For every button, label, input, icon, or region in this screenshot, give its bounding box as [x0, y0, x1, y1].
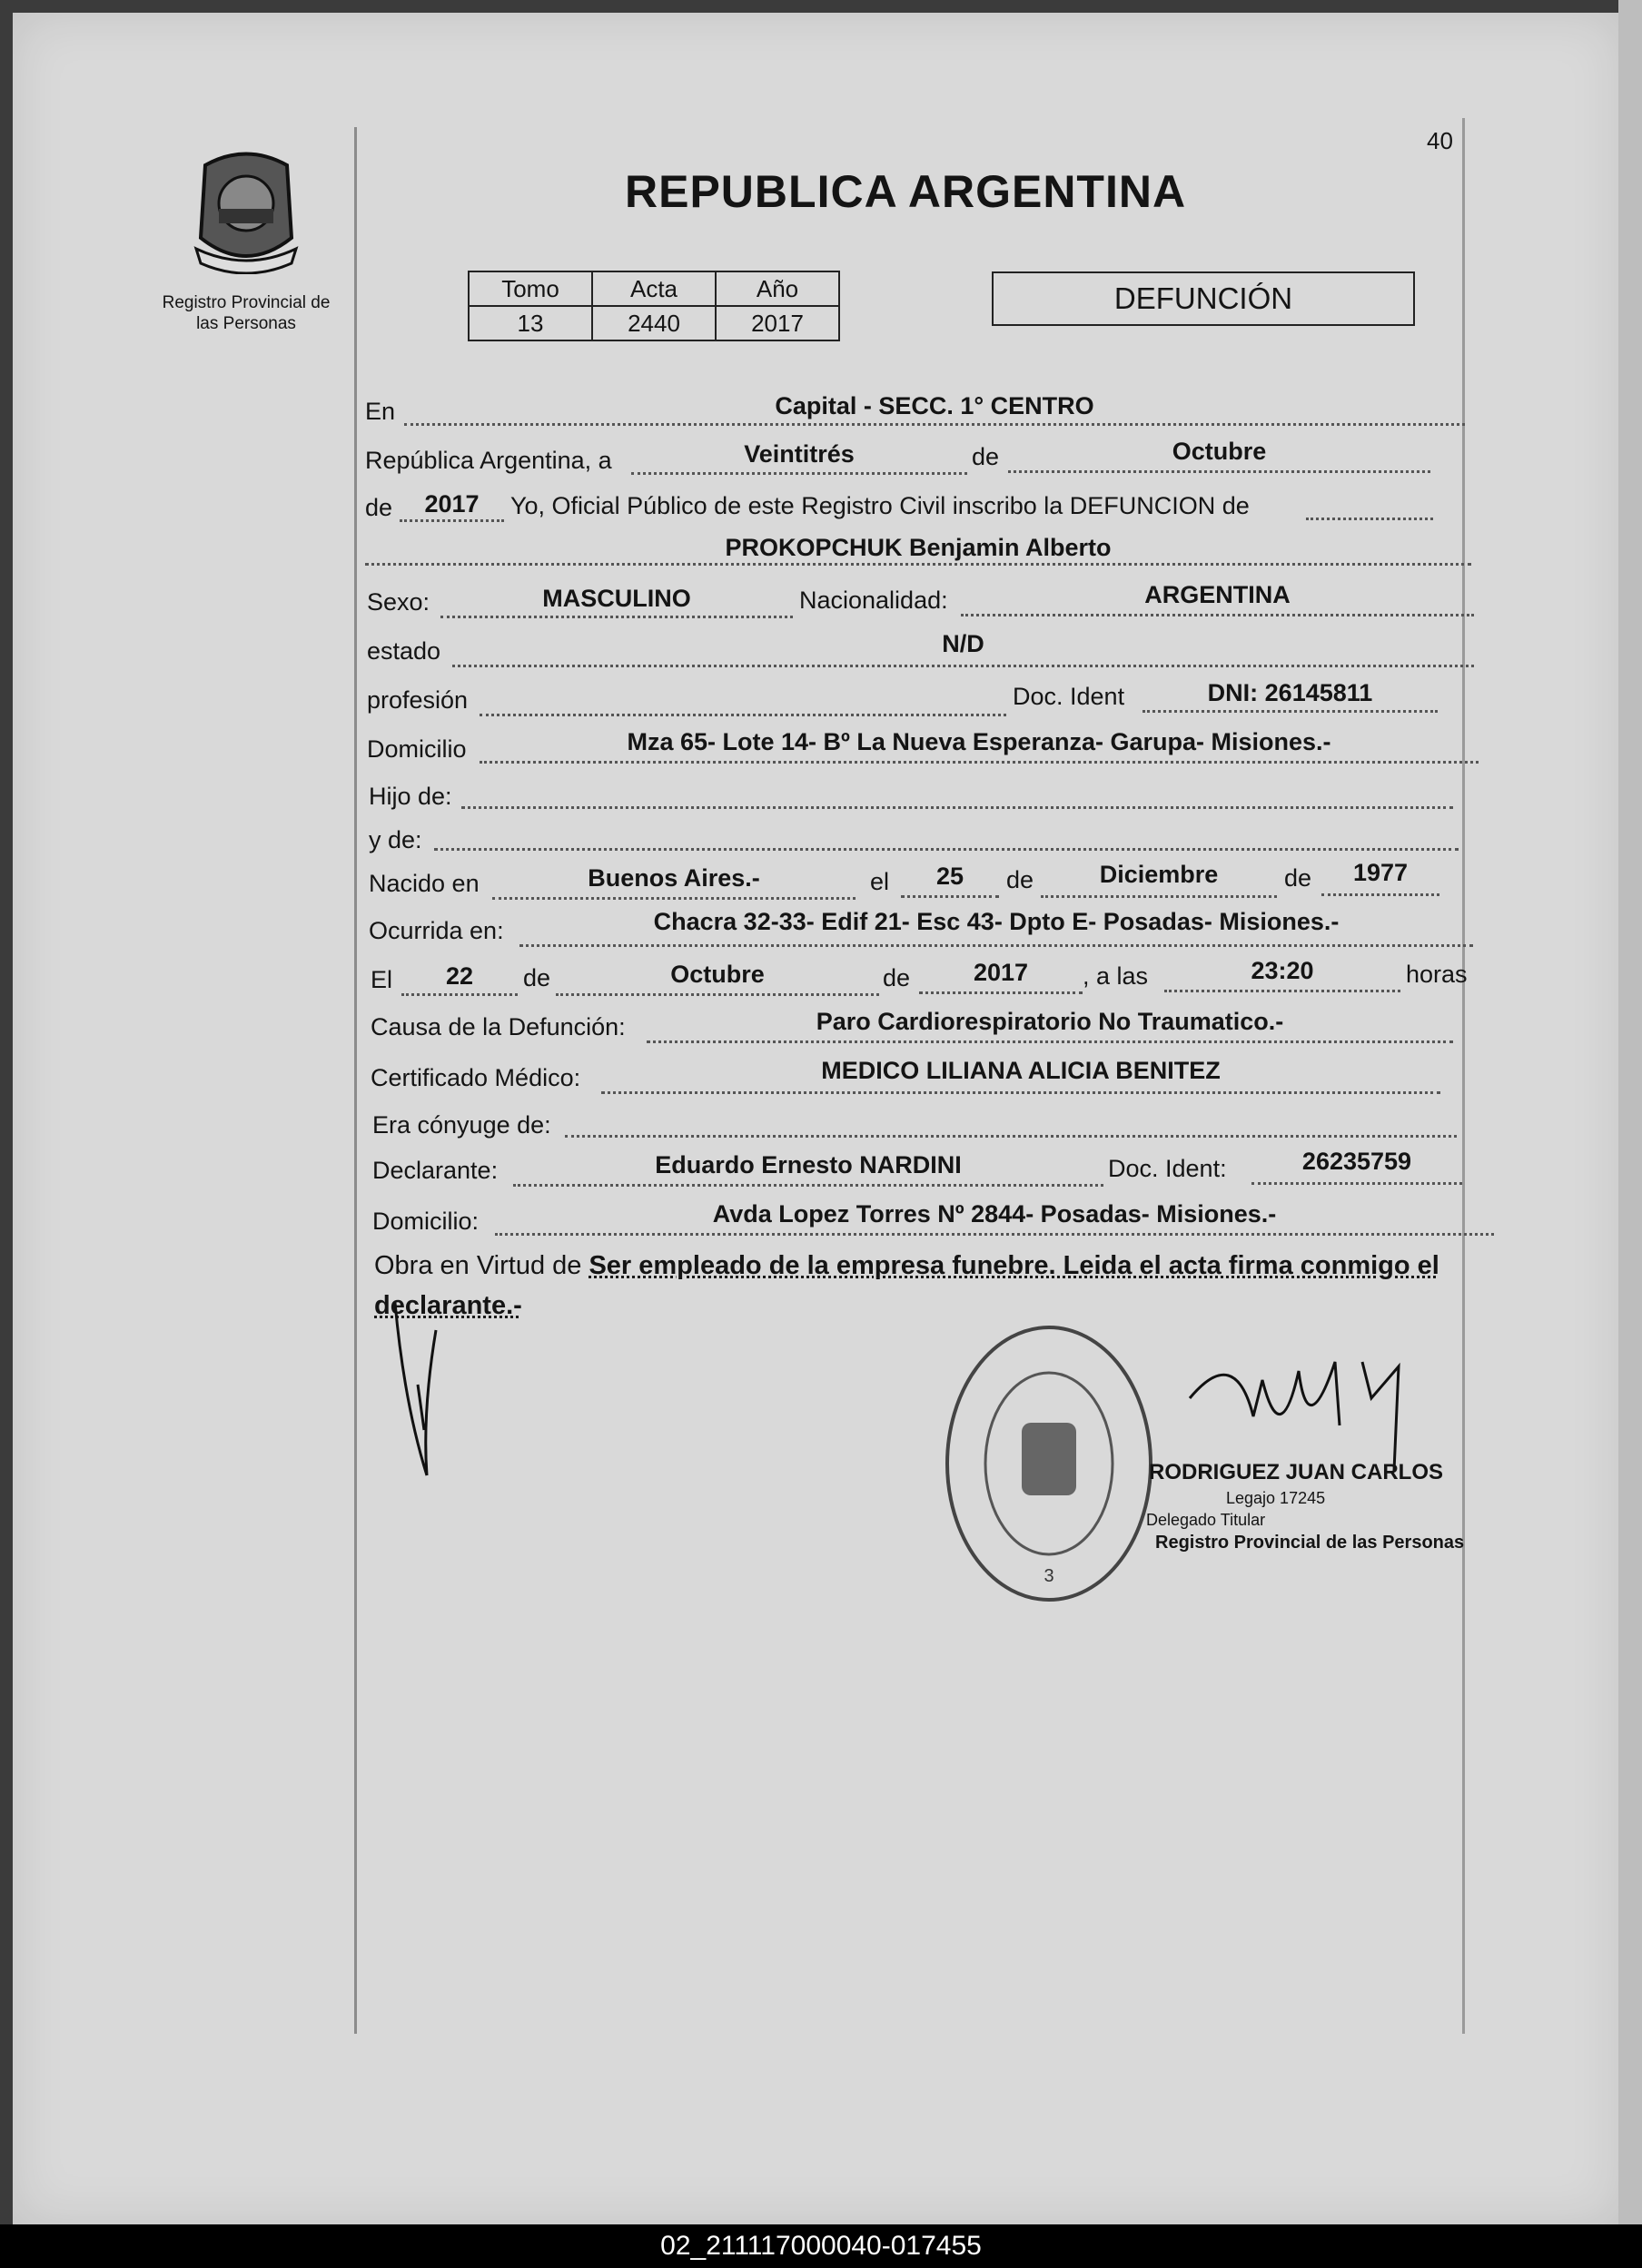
dots	[365, 563, 1471, 566]
value-anio: 2017	[716, 306, 839, 340]
label-estado: estado	[367, 637, 441, 665]
record-type-box: DEFUNCIÓN	[992, 271, 1415, 326]
official-signature	[1181, 1344, 1453, 1471]
footer-code: 02_211117000040-017455	[0, 2224, 1642, 2268]
label-a-las: , a las	[1083, 962, 1149, 990]
label-domicilio: Domicilio	[367, 735, 467, 763]
value-certificado: MEDICO LILIANA ALICIA BENITEZ	[821, 1057, 1221, 1084]
label-nacionalidad: Nacionalidad:	[799, 587, 948, 614]
value-def-mes: Octubre	[670, 961, 765, 988]
label-republica: República Argentina, a	[365, 447, 612, 474]
label-obra: Obra en Virtud de	[374, 1251, 582, 1280]
dots	[565, 1135, 1457, 1138]
label-domicilio-declarante: Domicilio:	[372, 1208, 480, 1235]
page-edge	[1618, 0, 1642, 2224]
value-acta: 2440	[592, 306, 716, 340]
label-hijo-de: Hijo de:	[369, 783, 452, 810]
dots	[440, 616, 793, 618]
label-de: de	[365, 494, 393, 521]
label-yo-oficial: Yo, Oficial Público de este Registro Civil inscribo la DEFUNCION de	[510, 492, 1250, 519]
document-page	[13, 13, 1622, 2224]
label-certificado: Certificado Médico:	[371, 1064, 581, 1091]
province-emblem-icon	[178, 138, 314, 274]
dots	[961, 614, 1474, 616]
value-nacido-en: Buenos Aires.-	[588, 864, 760, 892]
label-de: de	[883, 964, 911, 991]
dots	[901, 895, 999, 898]
value-dia-letras: Veintitrés	[744, 440, 855, 468]
declarante-signature	[386, 1294, 459, 1484]
registry-name-line2: las Personas	[196, 314, 296, 333]
header-tomo: Tomo	[469, 271, 592, 306]
dots	[1306, 518, 1433, 520]
label-en: En	[365, 398, 396, 425]
dots	[631, 472, 967, 475]
dots	[480, 714, 1006, 716]
label-horas: horas	[1406, 961, 1468, 988]
dots	[513, 1184, 1103, 1187]
dots	[1321, 893, 1439, 896]
value-def-dia: 22	[445, 962, 474, 990]
dots	[492, 897, 856, 900]
label-de: de	[1284, 864, 1312, 892]
value-nombre: PROKOPCHUK Benjamin Alberto	[725, 534, 1112, 561]
label-de: de	[1006, 866, 1034, 893]
dots	[404, 423, 1465, 426]
value-tomo: 13	[469, 306, 592, 340]
official-cargo: Delegado Titular	[1146, 1511, 1266, 1529]
header-anio: Año	[716, 271, 839, 306]
dots	[480, 761, 1479, 764]
value-causa: Paro Cardiorespiratorio No Traumatico.-	[816, 1008, 1284, 1035]
dots	[919, 991, 1083, 994]
value-domicilio: Mza 65- Lote 14- Bº La Nueva Esperanza- Garupa- Misiones.-	[627, 728, 1331, 755]
value-nac-mes: Diciembre	[1099, 861, 1219, 888]
value-nac-anio: 1977	[1352, 859, 1409, 886]
official-org: Registro Provincial de las Personas	[1155, 1533, 1465, 1553]
record-table	[468, 271, 840, 341]
dots	[1251, 1182, 1462, 1185]
label-doc-ident: Doc. Ident:	[1108, 1155, 1227, 1182]
value-lugar: Capital - SECC. 1° CENTRO	[775, 392, 1094, 419]
dots	[1164, 990, 1400, 992]
dots	[601, 1091, 1440, 1094]
official-legajo: Legajo 17245	[1226, 1489, 1326, 1507]
label-el: El	[371, 966, 393, 993]
value-def-hora: 23:20	[1251, 957, 1314, 984]
label-el: el	[870, 868, 890, 895]
document-title: REPUBLICA ARGENTINA	[625, 166, 1187, 217]
dots	[1008, 470, 1430, 473]
label-doc-ident: Doc. Ident	[1013, 683, 1125, 710]
registry-name-line1: Registro Provincial de	[162, 293, 331, 312]
dots	[401, 993, 518, 996]
label-ocurrida-en: Ocurrida en:	[369, 917, 504, 944]
dots	[452, 665, 1474, 667]
label-sexo: Sexo:	[367, 588, 430, 616]
obra-en-virtud	[374, 1246, 1491, 1326]
label-de: de	[523, 964, 551, 991]
label-causa: Causa de la Defunción:	[371, 1013, 626, 1040]
value-def-anio: 2017	[973, 959, 1029, 986]
value-sexo: MASCULINO	[542, 585, 691, 612]
dots	[556, 993, 879, 996]
registry-name	[145, 292, 347, 334]
dots	[461, 806, 1453, 809]
dots	[519, 944, 1473, 947]
value-declarante-doc: 26235759	[1301, 1148, 1412, 1175]
dots	[1142, 710, 1438, 713]
left-margin-line	[354, 127, 357, 2034]
value-doc: DNI: 26145811	[1207, 679, 1373, 706]
value-anio: 2017	[424, 490, 480, 518]
value-mes: Octubre	[1172, 438, 1267, 465]
label-nacido-en: Nacido en	[369, 870, 480, 897]
value-estado: N/D	[942, 630, 984, 657]
value-declarante: Eduardo Ernesto NARDINI	[655, 1151, 962, 1178]
dots	[1041, 895, 1277, 898]
page-number: 40	[1427, 127, 1453, 154]
label-de: de	[972, 443, 1000, 470]
value-obra: Ser empleado de la empresa funebre. Leida el acta firma conmigo el declarante.-	[374, 1251, 1439, 1320]
stamp-number: 3	[1044, 1566, 1054, 1586]
dots	[495, 1233, 1494, 1236]
value-ocurrida-en: Chacra 32-33- Edif 21- Esc 43- Dpto E- Posadas- Misiones.-	[653, 908, 1340, 935]
value-nac-dia: 25	[935, 863, 964, 890]
value-declarante-domicilio: Avda Lopez Torres Nº 2844- Posadas- Misiones.-	[712, 1200, 1277, 1228]
value-nacionalidad: ARGENTINA	[1144, 581, 1291, 608]
label-y-de: y de:	[369, 826, 422, 853]
dots	[400, 519, 504, 522]
label-declarante: Declarante:	[372, 1157, 499, 1184]
official-name: RODRIGUEZ JUAN CARLOS	[1149, 1460, 1444, 1484]
dots	[434, 848, 1459, 851]
label-conyuge: Era cónyuge de:	[372, 1111, 551, 1139]
registry-stamp	[940, 1318, 1158, 1609]
label-profesion: profesión	[367, 686, 469, 714]
header-acta: Acta	[592, 271, 716, 306]
dots	[647, 1040, 1453, 1043]
